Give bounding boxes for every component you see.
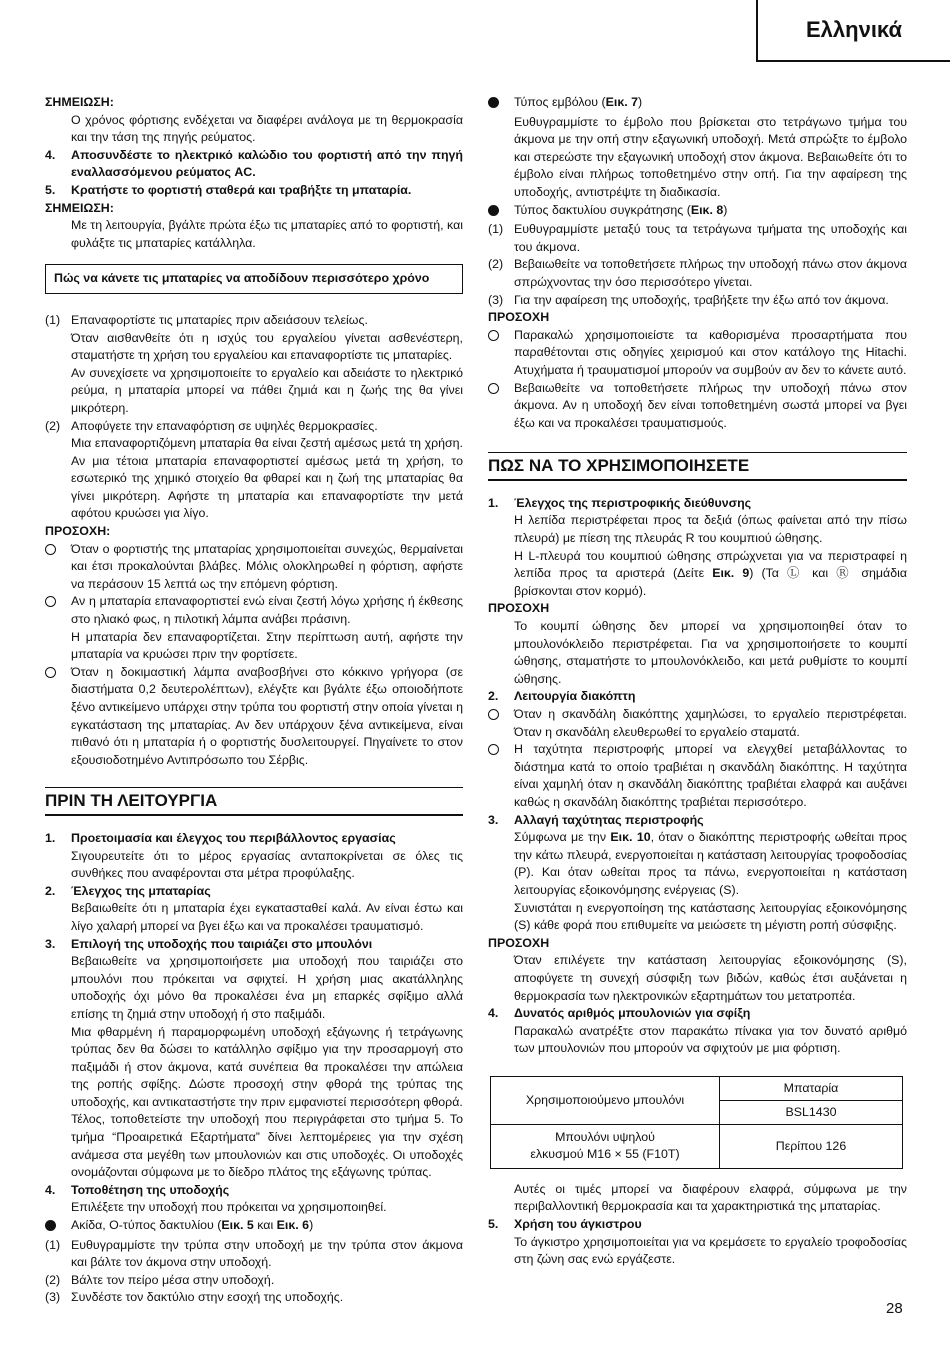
item-marker: (1) [488,222,504,237]
battery-life-box-title: Πώς να κάνετε τις μπαταρίες να αποδίδουν περισσότερο χρόνο [45,264,463,294]
item-marker: (3) [45,1290,61,1305]
step-number: 4. [45,147,56,162]
note-title: ΣΗΜΕΙΩΣΗ: [45,200,114,215]
right-column [488,94,907,1269]
step-title: Δυνατός αριθμός μπουλονιών για σφίξη [514,1006,751,1021]
filled-bullet-icon [488,205,499,216]
figure-ref: Εικ. 5 [221,1218,254,1233]
figure-ref: Εικ. 10 [610,830,651,845]
step-text: Αποσυνδέστε το ηλεκτρικό καλώδιο του φορτιστή από την πηγή εναλλασσόμενου ρεύματος AC. [71,147,463,180]
step-number: 2. [45,883,56,898]
filled-bullet-icon [488,97,499,108]
step-title: Προετοιμασία και έλεγχος του περιβάλλοντος εργασίας [71,830,396,845]
item-text: Για την αφαίρεση της υποδοχής, τραβήξετε την έξω από τον άκμονα. [514,292,889,307]
table-header-bolt: Χρησιμοποιούμενο μπουλόνι [491,1076,720,1124]
step-text: Σιγουρευτείτε ότι το μέρος εργασίας ανταποκρίνεται σε όλες τις συνθήκες που αναφέρονται στα μέτρα προφύλαξης. [71,848,463,881]
step-title: Έλεγχος της περιστροφικής διεύθυνσης [514,495,752,510]
bullet-text: και [253,1218,277,1233]
item-marker: (2) [488,257,504,272]
caution-text: Όταν ο φορτιστής της μπαταρίας χρησιμοποιείται συνεχώς, θερμαίνεται και έτσι προκαλούνται βλάβες. Μόλις ολοκληρωθεί η φόρτιση, αφήστε να περάσουν 15 λεπτά ως την επόμενη φόρτιση. [71,541,463,591]
item-marker: (3) [488,292,504,307]
item-marker: (1) [45,312,61,327]
item-line: Επαναφορτίστε τις μπαταρίες πριν αδειάσουν τελείως. [71,312,368,327]
step-text: Συνιστάται η ενεργοποίηση της κατάστασης λειτουργίας εξοικονόμησης (S) κάθε φορά που επιθυμείτε να μειώσετε τη μέγιστη ροπή σύσφιξης. [514,900,907,933]
step-number: 5. [45,182,56,197]
table-row-label [491,1124,720,1168]
step-title: Επιλογή της υποδοχής που ταιριάζει στο μπουλόνι [71,936,373,951]
step-text [488,548,907,601]
language-tab [756,0,950,62]
section-heading: ΠΡΙΝ ΤΗ ΛΕΙΤΟΥΡΓΙΑ [45,787,463,816]
item-line: Αποφύγετε την επαναφόρτιση σε υψηλές θερμοκρασίες. [71,418,378,433]
figure-ref: Εικ. 9 [712,566,750,581]
step-number: 1. [488,495,499,510]
bullet-text: ) [309,1218,314,1233]
bullet-text: ) [638,95,643,109]
text-run: ) (Τα [749,566,788,581]
step-text [488,829,907,899]
item-marker: (2) [45,418,61,433]
step-number: 3. [45,936,56,951]
caution-text: Όταν η δοκιμαστική λάμπα αναβοσβήνει στο κόκκινο γρήγορα (σε διαστήματα 0,2 δευτερολέπτων), ελέγξτε και βγάλτε έξω οποιοδήποτε ξένο αντικείμενο υπάρχει στην τρύπα του φορτιστή στην οποία γίνεται η εγκατάσταση της μπαταρίας. Αν δεν υπάρχουν ξένα αντικείμενα, είναι πιθανό ότι η μπαταρία ή ο φορτιστής δυσλειτουργεί. Πηγαίνετε το στον εξουσιοδοτημένο Αντιπρόσωπο του Σέρβις. [71,664,463,767]
table-note: Αυτές οι τιμές μπορεί να διαφέρουν ελαφρά, σύμφωνα με την περιβαλλοντική θερμοκρασία και τα χαρακτηριστικά της μπαταρίας. [514,1181,907,1214]
step-text: Κρατήστε το φορτιστή σταθερά και τραβήξτε τη μπαταρία. [71,182,412,197]
text-run: και [804,566,837,581]
bullet-body: Ευθυγραμμίστε το έμβολο που βρίσκεται στο τετράγωνο τμήμα του άκμονα με την οπή στην εξαγωνική υποδοχή. Μετά σπρώξτε το έμβολο και στερεώστε την εξαγωνική υποδοχή στον άκμονα. Βεβαιωθείτε ότι το έμβολο είναι πλήρως τοποθετημένο στην οπή. Για την αφαίρεση της υποδοχής, αντιστρέψτε τη διαδικασία. [514,114,907,199]
item-line: Μια επαναφορτιζόμενη μπαταρία θα είναι ζεστή αμέσως μετά τη χρήση. Αν μια τέτοια μπαταρία επαναφορτιστεί αμέσως μετά τη χρήση, το εσωτερικό της χημικό στοιχείο θα φθαρεί και η ζωή της μπαταρίας θα γίνει μικρότερη. Αφήστε τη μπαταρία και επαναφορτίστε την μετά αφότου κρυώσει για λίγο. [71,436,463,521]
bullet-text: ) [723,202,728,217]
step-number: 4. [488,1006,499,1021]
step-text: Βεβαιωθείτε να χρησιμοποιήσετε μια υποδοχή που ταιριάζει στο μπουλόνι που πρόκειται να σφιχτεί. Η χρήση μιας ακατάλληλης υποδοχής όχι μόνο θα προκαλέσει ένα μη επαρκές σφίξιμο αλλά επίσης τη ζημιά στην υποδοχή ή στο παξιμάδι. [71,954,463,1021]
item-marker: (2) [45,1272,61,1287]
step-title: Τοποθέτηση της υποδοχής [71,1182,230,1197]
item-line: Αν συνεχίσετε να χρησιμοποιείτε το εργαλείο και αδειάστε το ηλεκτρικό ρεύμα, η μπαταρία μπορεί να πάθει ζημιά και η ζωής της θα γίνει μικρότερη. [71,365,463,415]
step-title: Χρήση του άγκιστρου [514,1217,642,1232]
caution-title: ΠΡΟΣΟΧΗ: [45,524,111,539]
language-label: Ελληνικά [806,17,902,42]
step-title: Έλεγχος της μπαταρίας [71,883,211,898]
section-heading: ΠΩΣ ΝΑ ΤΟ ΧΡΗΣΙΜΟΠΟΙΗΣΕΤΕ [488,452,907,481]
bullet-text: Τύπος εμβόλου ( [514,95,606,109]
figure-ref: Εικ. 7 [605,95,639,109]
note-title: ΣΗΜΕΙΩΣΗ: [45,95,114,109]
item-text: Βεβαιωθείτε να τοποθετήσετε πλήρως την υποδοχή πάνω στον άκμονα σπρώχνοντας την όσο περισσότερο γίνεται. [514,257,907,289]
step-title: Αλλαγή ταχύτητας περιστροφής [514,812,704,827]
bolt-capacity-table [490,1076,903,1169]
item-text: Βάλτε τον πείρο μέσα στην υποδοχή. [71,1272,275,1287]
note-text: Ο χρόνος φόρτισης ενδέχεται να διαφέρει ανάλογα με τη θερμοκρασία και την τάση της πηγής ρεύματος. [71,112,463,145]
step-number: 3. [488,812,499,827]
circle-bullet-icon [45,596,56,607]
right-mark-symbol: Ⓡ [836,566,854,581]
step-text: Η λεπίδα περιστρέφεται προς τα δεξιά (όπως φαίνεται από την πίσω πλευρά) με πίεση της πλευράς R του κουμπιού ώθησης. [514,513,907,546]
item-line: Όταν αισθανθείτε ότι η ισχύς του εργαλείου γίνεται ασθενέστερη, σταματήστε τη χρήση του εργαλείου και επαναφορτίστε τις μπαταρίες. [71,330,463,363]
step-number: 4. [45,1182,56,1197]
text-run: , όταν ο διακόπτης περιστροφής ωθείται προς την κάτω πλευρά, ενεργοποιείται η κατάσταση λειτουργίας τροφοδοσίας (P). Και όταν ωθείται προς τα πάνω, ενεργοποιείται η κατάσταση λειτουργίας εξοικονόμησης ενέργειας (S). [514,830,907,897]
circle-bullet-icon [488,709,499,720]
caution-text: Όταν επιλέγετε την κατάσταση λειτουργίας εξοικονόμησης (S), αποφύγετε τη συνεχή σύσφιξη των βιδών, καθώς έτσι αυξάνεται η θερμοκρασία των ηλεκτρονικών εξαρτημάτων του μετατροπέα. [514,953,907,1003]
bullet-text: Τύπος δακτυλίου συγκράτησης ( [514,202,691,217]
figure-ref: Εικ. 6 [276,1218,310,1233]
item-text: Συνδέστε τον δακτύλιο στην εσοχή της υποδοχής. [71,1290,344,1305]
table-header-battery: Μπαταρία [720,1076,903,1100]
circle-bullet-icon [45,544,56,555]
text-run: Σύμφωνα με την [514,830,611,845]
table-row-label-line: ελκυσμού M16 × 55 (F10T) [530,1147,680,1162]
bullet-text: Ακίδα, Ο-τύπος δακτυλίου ( [71,1218,222,1233]
caution-title: ΠΡΟΣΟΧΗ [488,601,550,616]
item-text: Ευθυγραμμίστε την τρύπα στην υποδοχή με την τρύπα στον άκμονα και βάλτε τον άκμονα στην υποδοχή. [71,1237,463,1270]
circle-bullet-icon [45,667,56,678]
filled-bullet-icon [45,1220,56,1231]
step-number: 5. [488,1217,499,1232]
table-row-label-line: Μπουλόνι υψηλού [555,1129,655,1144]
step-text: Βεβαιωθείτε ότι η μπαταρία έχει εγκατασταθεί καλά. Αν είναι έστω και λίγο χαλαρή μπορεί να βγει έξω και να προκαλέσει τραυματισμό. [71,901,463,933]
caution-title: ΠΡΟΣΟΧΗ [488,935,550,950]
step-text: Επιλέξετε την υποδοχή που πρόκειται να χρησιμοποιηθεί. [71,1200,387,1215]
text-run: σημάδια βρίσκονται στον κορμό). [514,566,908,598]
table-cell-value: Περίπου 126 [720,1124,903,1168]
item-marker: (1) [45,1237,61,1252]
step-text: Τέλος, τοποθετείστε την υποδοχή που περιγράφεται στο τμήμα 5. Το τμήμα “Προαιρετικά Εξαρτήματα” δίνει λεπτομέρειες για την σχέση ανάμεσα στα μεγέθη των μπουλονιών και στις υποδοχές. Οι υποδοχές ονομάζονται σύμφωνα με το δίεδρο πλάτος της εξάγωνης τρύπας. [71,1112,463,1180]
step-text: Παρακαλώ ανατρέξτε στον παρακάτω πίνακα για τον δυνατό αριθμό των μπουλονιών που μπορούν να σφιχτούν με μια φόρτιση. [514,1023,907,1056]
text-run: Η L-πλευρά του κουμπιού ώθησης σπρώχνεται για να περιστραφεί η λεπίδα προς τα αριστερά (Δείτε [514,548,907,581]
left-column [45,94,463,1307]
circle-bullet-icon [488,744,499,755]
caution-title: ΠΡΟΣΟΧΗ [488,310,550,325]
item-text: Η ταχύτητα περιστροφής μπορεί να ελεγχθεί μεταβάλλοντας το διάστημα κατά το οποίο τραβιέται η σκανδάλη διακόπτης. Η ταχύτητα είναι χαμηλή όταν η σκανδάλη διακόπτης τραβιέται ελαφρά και αυξάνει καθώς η σκανδάλη διακόπτης τραβιέται περισσότερο. [514,742,907,809]
item-text: Όταν η σκανδάλη διακόπτης χαμηλώσει, το εργαλείο περιστρέφεται. Όταν η σκανδάλη ελευθερωθεί το εργαλείο σταματά. [514,707,907,739]
figure-ref: Εικ. 8 [690,202,724,217]
caution-text: Βεβαιωθείτε να τοποθετήσετε πλήρως την υποδοχή πάνω στον άκμονα. Αν η υποδοχή δεν είναι τοποθετημένη σωστά μπορεί να βγει έξω και να προκαλέσει τραυματισμούς. [514,380,907,430]
page-number: 28 [886,1300,903,1317]
circle-bullet-icon [488,330,499,341]
note-text: Με τη λειτουργία, βγάλτε πρώτα έξω τις μπαταρίες από το φορτιστή, και φυλάξτε τις μπαταρίες κατάλληλα. [71,218,463,250]
step-number: 1. [45,830,56,845]
caution-text: Αν η μπαταρία επαναφορτιστεί ενώ είναι ζεστή λόγω χρήσης ή έκθεσης στο ηλιακό φως, η πιλοτική λάμπα ανάβει πράσινη. [71,594,463,627]
caution-text: Το κουμπί ώθησης δεν μπορεί να χρησιμοποιηθεί όταν το μπουλονόκλειδο περιστρέφεται. Για να χρησιμοποιήσετε το κουμπί ώθησης, σταματήστε το μπουλονόκλειδο, και μετά ρυθμίστε το κουμπί ώθησης. [514,619,907,686]
step-text: Μια φθαρμένη ή παραμορφωμένη υποδοχή εξάγωνης ή τετράγωνης τρύπας δεν θα δώσει το κατάλληλο σφίξιμο για την προσαρμογή στο παξιμάδι ή στον άκμονα, κατά συνέπεια θα προκαλέσει την απώλεια της ροπής σφίξης. Δώστε προσοχή στην φθορά της τρύπας της υποδοχής, και αντικαταστήστε την πριν εμφανιστεί περισσότερη φθορά. [71,1024,463,1109]
left-mark-symbol: Ⓛ [787,566,805,581]
caution-text: Παρακαλώ χρησιμοποιείστε τα καθορισμένα προσαρτήματα που παραθέτονται στις οδηγίες χειρισμού και στον κατάλογο της Hitachi. Ατυχήματα ή τραυματισμοί μπορούν να συμβούν αν δεν το κάνετε αυτό. [514,327,907,377]
table-header-model: BSL1430 [720,1100,903,1124]
caution-text: Η μπαταρία δεν επαναφορτίζεται. Στην περίπτωση αυτή, αφήστε την μπαταρία να κρυώσει πριν την φορτίσετε. [71,629,463,662]
step-text: Το άγκιστρο χρησιμοποιείται για να κρεμάσετε το εργαλείο τροφοδοσίας στη ζώνη σας ενώ εργάζεστε. [514,1234,907,1267]
step-title: Λειτουργία διακόπτη [514,689,636,704]
circle-bullet-icon [488,383,499,394]
item-text: Ευθυγραμμίστε μεταξύ τους τα τετράγωνα τμήματα της υποδοχής και του άκμονα. [514,222,907,254]
step-number: 2. [488,689,499,704]
